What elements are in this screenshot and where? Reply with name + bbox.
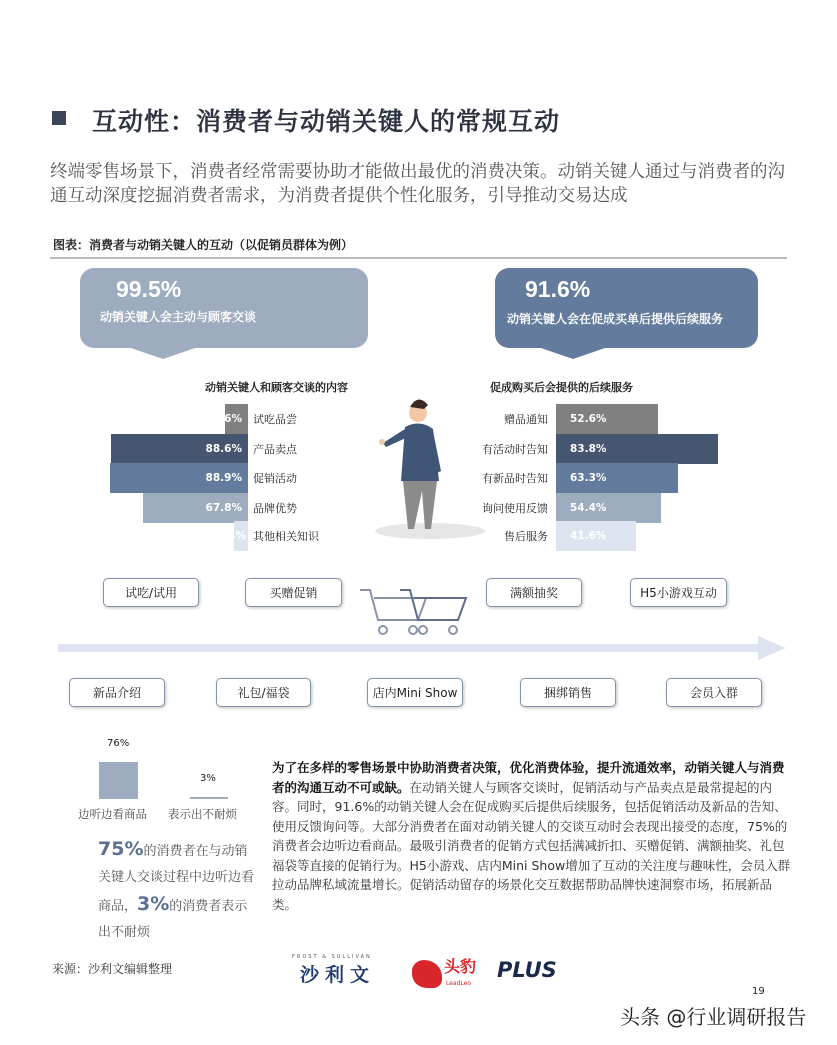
right-bar — [556, 493, 661, 523]
flow-arrow-icon — [58, 636, 788, 660]
plus-logo: PLUS — [497, 958, 557, 982]
right-bar-category: 有新品时告知 — [482, 472, 548, 485]
right-bar — [556, 404, 658, 434]
left-bar-value: 88.9% — [205, 472, 242, 484]
left-bar — [110, 463, 248, 493]
shaliwen-logo: 沙利文 — [300, 964, 376, 986]
left-bar-value: 14.6% — [205, 413, 242, 425]
body-text: 在动销关键人与顾客交谈时，促销活动与产品卖点是最常提起的内容。同时，91.6%的动销关键人会在促成购买后提供后续服务，包括促销活动及新品的告知、使用反馈询问等。大部分消费者在面对动销关键人的交谈互动时会表现出接受的态度，75%的消费者会边听边看商品。最吸引消费者的促销方式包括满减折扣、买赠促销、满额抽奖、礼包福袋等直接的促销行为。H5小游戏、店内Mini Show增加了互动的关注度与趣味性，会员入群拉动品牌私域流量增长。促销活动留存的场景化交互数据帮助品牌快速洞察市场，拓展新品类。 — [272, 779, 791, 912]
left-chart-title: 动销关键人和顾客交谈的内容 — [205, 381, 348, 394]
promo-pill[interactable]: 满额抽奖 — [486, 578, 582, 607]
promo-pill[interactable]: 礼包/福袋 — [216, 678, 311, 707]
bubble-left-text: 动销关键人会主动与顾客交谈 — [100, 310, 257, 324]
right-bar-category: 有活动时告知 — [482, 443, 548, 456]
left-bar — [205, 404, 248, 434]
source-note: 来源：沙利文编辑整理 — [52, 962, 173, 976]
promo-pill[interactable]: 店内Mini Show — [367, 678, 463, 707]
right-bar-value: 54.4% — [570, 502, 607, 514]
right-chart-title: 促成购买后会提供的后续服务 — [490, 381, 633, 394]
bubble-right-value: 91.6% — [525, 276, 591, 302]
mini-bar-1 — [99, 762, 138, 799]
left-bar-value: 1.4% — [216, 530, 246, 542]
stat-3: 3% — [137, 893, 170, 915]
frost-logo-text: FROST & SULLIVAN — [292, 954, 372, 960]
page-title: 互动性：消费者与动销关键人的常规互动 — [92, 107, 561, 136]
bubble-right-tail — [538, 347, 608, 359]
left-bar-category: 试吃品尝 — [253, 413, 297, 426]
promo-pill[interactable]: 捆绑销售 — [520, 678, 616, 707]
stat-75: 75% — [98, 838, 144, 860]
bubble-right — [495, 268, 758, 348]
right-bar-category: 赠品通知 — [504, 413, 548, 426]
body-bold: 为了在多样的零售场景中协助消费者决策，优化消费体验，提升流通效率，动销关键人与消费者的沟通互动不可或缺。 — [272, 760, 785, 795]
stat-text-2: 的消费者表示出不耐烦 — [98, 899, 248, 940]
stat-callout — [98, 836, 258, 946]
watermark: 头条 @行业调研报告 — [620, 1005, 807, 1029]
right-bar — [556, 521, 636, 551]
right-bar-value: 63.3% — [570, 472, 607, 484]
mini-bar-label-2: 3% — [200, 773, 216, 784]
promo-pill[interactable]: 新品介绍 — [69, 678, 165, 707]
left-bar-category: 促销活动 — [253, 472, 297, 485]
salesperson-illustration-icon — [370, 395, 490, 545]
left-bar — [111, 434, 248, 464]
mini-cat-1: 边听边看商品 — [78, 807, 147, 821]
toubao-logo: 头豹 — [444, 957, 477, 976]
right-bar-value: 52.6% — [570, 413, 607, 425]
left-bar-category: 产品卖点 — [253, 443, 297, 456]
bubble-left — [80, 268, 368, 348]
left-bar-category: 其他相关知识 — [253, 530, 319, 543]
bubble-left-tail — [128, 347, 198, 359]
right-bar-value: 41.6% — [570, 530, 607, 542]
mini-bar-2 — [190, 797, 228, 799]
chart-caption: 图表：消费者与动销关键人的互动（以促销员群体为例） — [53, 238, 354, 252]
right-bar-category: 售后服务 — [504, 530, 548, 543]
promo-pill[interactable]: 会员入群 — [666, 678, 762, 707]
right-bar-value: 83.8% — [570, 443, 607, 455]
left-bar — [216, 521, 248, 551]
divider — [50, 257, 787, 259]
right-bar — [556, 434, 718, 464]
right-bar-category: 询问使用反馈 — [482, 502, 548, 515]
leadleo-logo-text: LeadLeo — [446, 980, 472, 987]
title-bullet — [52, 111, 66, 125]
right-bar — [556, 463, 678, 493]
subtitle: 终端零售场景下，消费者经常需要协助才能做出最优的消费决策。动销关键人通过与消费者的沟通互动深度挖掘消费者需求，为消费者提供个性化服务，引导推动交易达成 — [50, 162, 785, 206]
bubble-left-value: 99.5% — [116, 276, 182, 302]
promo-pill[interactable]: H5小游戏互动 — [630, 578, 727, 607]
shopping-carts-icon — [355, 585, 475, 640]
left-bar-value: 67.8% — [205, 502, 242, 514]
leadleo-logo-icon — [412, 960, 442, 988]
bubble-right-text: 动销关键人会在促成买单后提供后续服务 — [507, 312, 724, 326]
body-paragraph — [272, 758, 792, 914]
left-bar-value: 88.6% — [205, 443, 242, 455]
left-bar — [143, 493, 248, 523]
mini-bar-label-1: 76% — [107, 738, 130, 749]
page-number: 19 — [752, 986, 765, 997]
mini-cat-2: 表示出不耐烦 — [168, 807, 237, 821]
left-bar-category: 品牌优势 — [253, 502, 297, 515]
promo-pill[interactable]: 试吃/试用 — [103, 578, 199, 607]
promo-pill[interactable]: 买赠促销 — [245, 578, 342, 607]
stat-text-1: 的消费者在与动销关键人交谈过程中边听边看商品， — [98, 844, 255, 914]
